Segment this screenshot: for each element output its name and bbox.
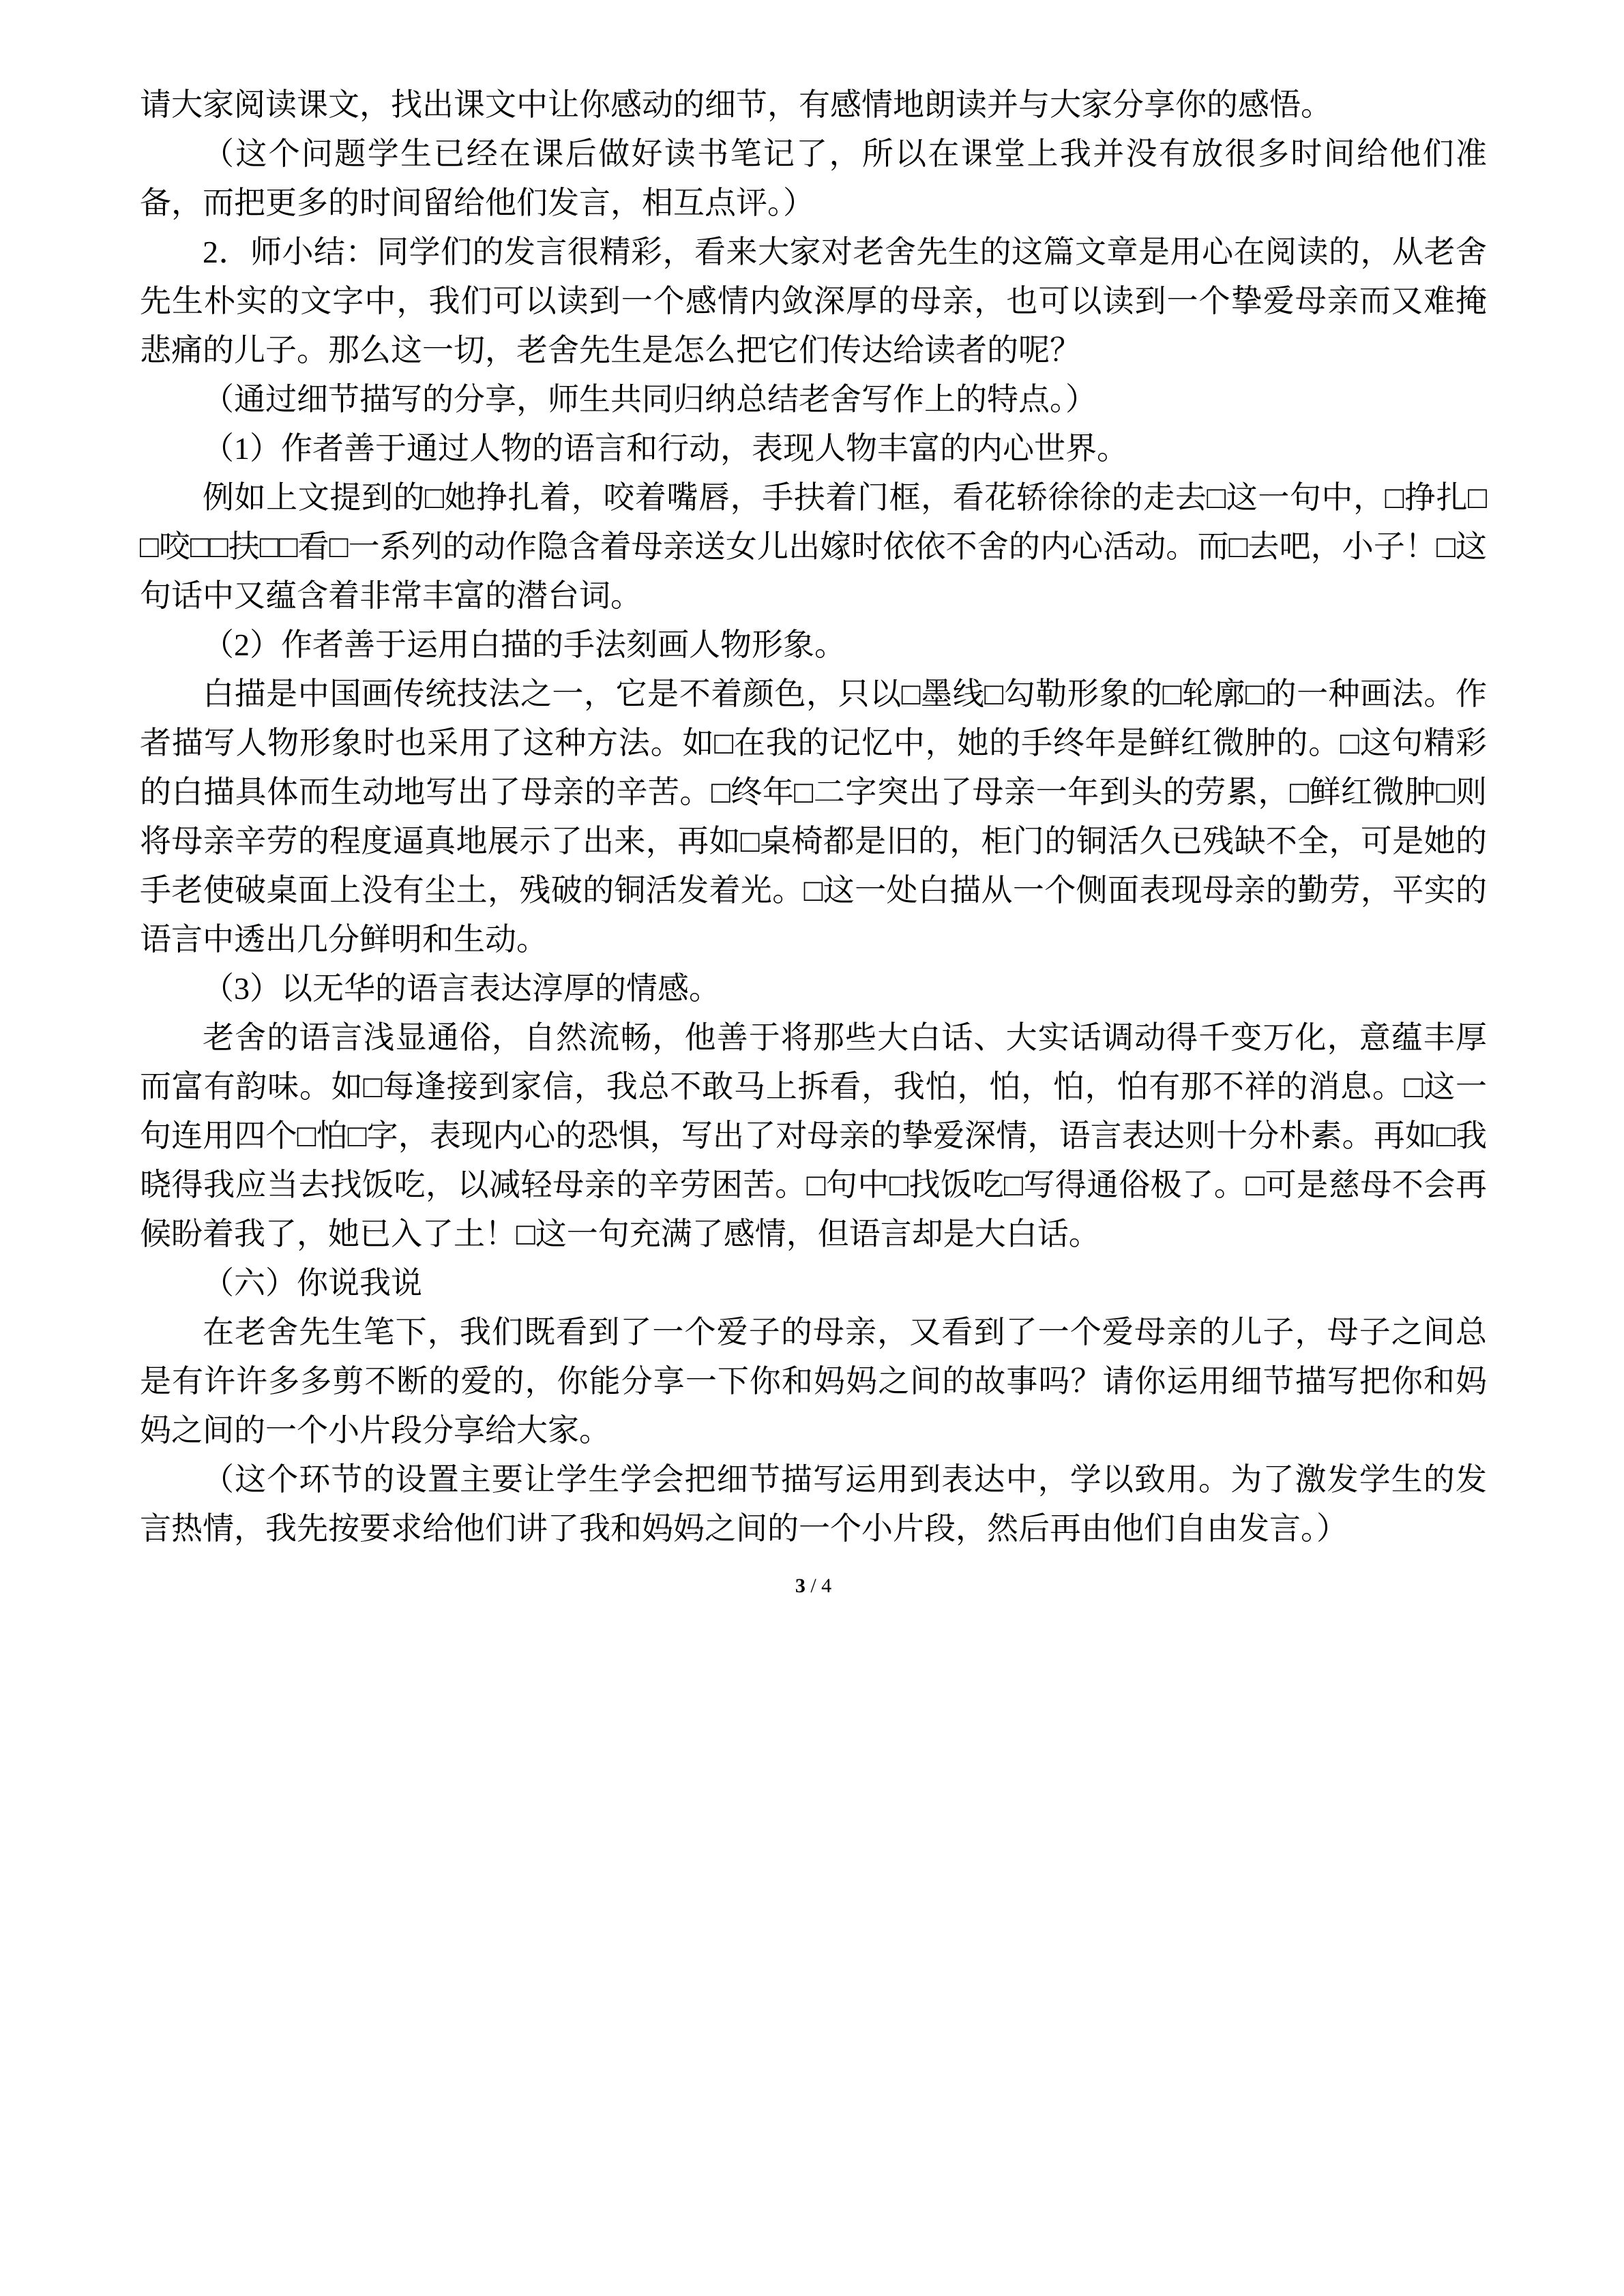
paragraph: （这个环节的设置主要让学生学会把细节描写运用到表达中，学以致用。为了激发学生的发言热情，我先按要求给他们讲了我和妈妈之间的一个小片段，然后再由他们自由发言。） [140, 1462, 1487, 1546]
paragraph: 例如上文提到的□她挣扎着，咬着嘴唇，手扶着门框，看花轿徐徐的走去□这一句中，□挣扎□□咬□□扶□□看□一系列的动作隐含着母亲送女儿出嫁时依依不舍的内心活动。而□去吧，小子！□这句话中又蕴含着非常丰富的潜台词。 [140, 480, 1487, 613]
document-body [140, 80, 1487, 1553]
page-count-suffix: / 4 [805, 1575, 832, 1597]
paragraph: 白描是中国画传统技法之一，它是不着颜色，只以□墨线□勾勒形象的□轮廓□的一种画法。作者描写人物形象时也采用了这种方法。如□在我的记忆中，她的手终年是鲜红微肿的。□这句精彩的白描具体而生动地写出了母亲的辛苦。□终年□二字突出了母亲一年到头的劳累，□鲜红微肿□则将母亲辛劳的程度逼真地展示了出来，再如□桌椅都是旧的，柜门的铜活久已残缺不全，可是她的手老使破桌面上没有尘土，残破的铜活发着光。□这一处白描从一个侧面表现母亲的勤劳，平实的语言中透出几分鲜明和生动。 [140, 676, 1487, 957]
paragraph: 在老舍先生笔下，我们既看到了一个爱子的母亲，又看到了一个爱母亲的儿子，母子之间总是有许许多多剪不断的爱的，你能分享一下你和妈妈之间的故事吗？请你运用细节描写把你和妈妈之间的一个小片段分享给大家。 [140, 1315, 1487, 1448]
paragraph: （1）作者善于通过人物的语言和行动，表现人物丰富的内心世界。 [203, 431, 1128, 466]
page-number-footer [140, 1571, 1487, 1601]
current-page-number: 3 [795, 1575, 806, 1597]
paragraph: （2）作者善于运用白描的手法刻画人物形象。 [203, 627, 846, 662]
paragraph: 请大家阅读课文，找出课文中让你感动的细节，有感情地朗读并与大家分享你的感悟。 [140, 87, 1332, 122]
paragraph: （这个问题学生已经在课后做好读书笔记了，所以在课堂上我并没有放很多时间给他们准备，而把更多的时间留给他们发言，相互点评。） [140, 136, 1487, 220]
paragraph: 老舍的语言浅显通俗，自然流畅，他善于将那些大白话、大实话调动得千变万化，意蕴丰厚而富有韵味。如□每逢接到家信，我总不敢马上拆看，我怕，怕，怕，怕有那不祥的消息。□这一句连用四个□怕□字，表现内心的恐惧，写出了对母亲的挚爱深情，语言表达则十分朴素。再如□我晓得我应当去找饭吃，以减轻母亲的辛劳困苦。□句中□找饭吃□写得通俗极了。□可是慈母不会再候盼着我了，她已入了土！□这一句充满了感情，但语言却是大白话。 [140, 1020, 1487, 1251]
paragraph: （3）以无华的语言表达淳厚的情感。 [203, 971, 720, 1006]
paragraph: （通过细节描写的分享，师生共同归纳总结老舍写作上的特点。） [203, 382, 1097, 417]
paragraph: （六）你说我说 [203, 1266, 422, 1300]
paragraph: 2．师小结：同学们的发言很精彩，看来大家对老舍先生的这篇文章是用心在阅读的，从老舍先生朴实的文字中，我们可以读到一个感情内敛深厚的母亲，也可以读到一个挚爱母亲而又难掩悲痛的儿子。那么这一切，老舍先生是怎么把它们传达给读者的呢？ [140, 235, 1487, 368]
